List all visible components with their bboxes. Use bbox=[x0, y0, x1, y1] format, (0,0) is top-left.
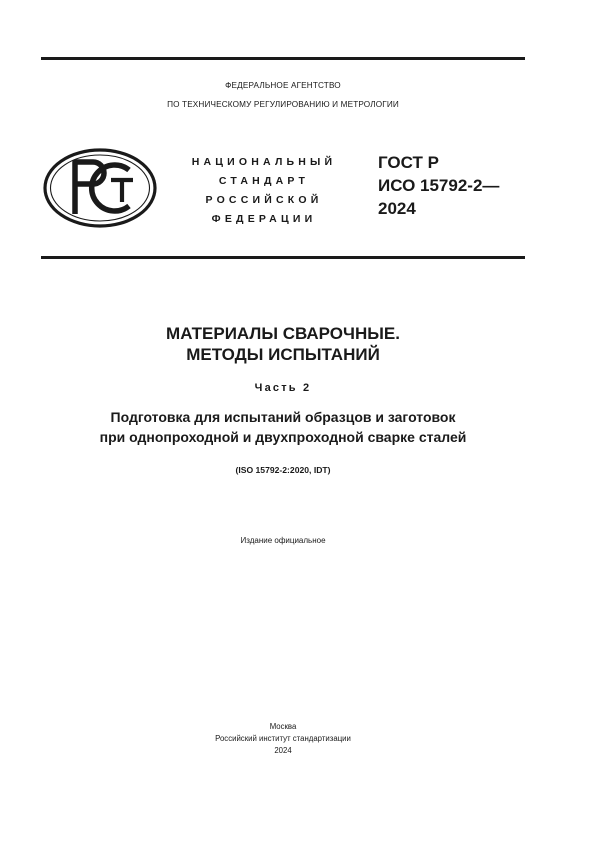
gost-r-certification-mark-icon bbox=[41, 146, 159, 230]
designation-line-2: ИСО 15792-2— bbox=[378, 176, 500, 195]
national-line-2: СТАНДАРТ bbox=[218, 175, 310, 187]
part-number: Часть 2 bbox=[254, 382, 312, 394]
national-standard-label bbox=[168, 153, 360, 229]
national-line-4: ФЕДЕРАЦИИ bbox=[211, 213, 317, 225]
edition-note: Издание официальное bbox=[240, 536, 326, 545]
national-line-1: НАЦИОНАЛЬНЫЙ bbox=[191, 156, 337, 168]
national-line-3: РОССИЙСКОЙ bbox=[205, 194, 323, 206]
iso-reference: (ISO 15792-2:2020, IDT) bbox=[235, 465, 331, 475]
subtitle-line-1: Подготовка для испытаний образцов и заготовок bbox=[110, 409, 456, 425]
subtitle-line-2: при однопроходной и двухпроходной сварке сталей bbox=[99, 429, 467, 445]
document-subtitle bbox=[41, 407, 525, 447]
designation-line-1: ГОСТ Р bbox=[378, 153, 439, 172]
footer-year: 2024 bbox=[274, 746, 292, 755]
agency-name-line1: ФЕДЕРАЛЬНОЕ АГЕНТСТВО bbox=[225, 81, 341, 90]
standard-designation bbox=[378, 151, 499, 220]
footer-city: Москва bbox=[269, 722, 297, 731]
document-title bbox=[41, 323, 525, 365]
title-line-2: МЕТОДЫ ИСПЫТАНИЙ bbox=[186, 345, 380, 364]
footer-publisher: Российский институт стандартизации bbox=[215, 734, 351, 743]
agency-name-line2: ПО ТЕХНИЧЕСКОМУ РЕГУЛИРОВАНИЮ И МЕТРОЛОГИИ bbox=[167, 100, 399, 109]
publication-footer bbox=[41, 721, 525, 757]
title-line-1: МАТЕРИАЛЫ СВАРОЧНЫЕ. bbox=[166, 324, 400, 343]
middle-rule bbox=[41, 256, 525, 259]
top-rule bbox=[41, 57, 525, 60]
designation-line-3: 2024 bbox=[378, 199, 416, 218]
